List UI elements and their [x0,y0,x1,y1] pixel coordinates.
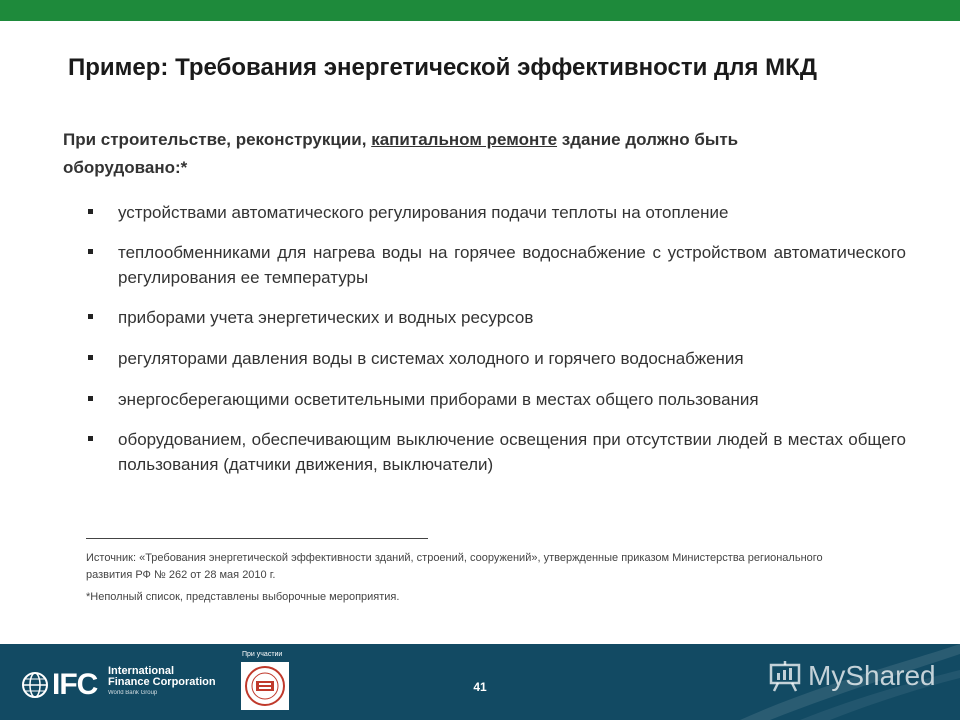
incomplete-list-note: *Неполный список, представлены выборочные мероприятия. [86,591,400,603]
ifc-logo [22,668,97,702]
intro-part2: здание должно быть оборудовано:* [63,130,739,177]
list-item [88,200,906,225]
globe-icon [22,672,48,698]
footnote-divider [86,538,428,539]
bullet-square-icon [88,436,93,441]
bullet-square-icon [88,314,93,319]
ifc-letters: IFC [52,668,98,701]
list-item [88,305,906,330]
partner-logo [241,662,289,710]
presentation-board-icon [768,659,802,693]
list-item-text: энергосберегающими осветительными приборами в местах общего пользования [118,390,759,409]
list-item-text: оборудованием, обеспечивающим выключение освещения при отсутствии людей в местах общего пользования (датчики движения, выключатели) [118,430,906,474]
intro-part1: При строительстве, реконструкции, [63,130,372,149]
bullet-square-icon [88,209,93,214]
list-item [88,346,906,371]
intro-underlined: капитальном ремонте [371,130,558,149]
ifc-name [108,666,216,698]
ifc-line2: Finance Corporation [108,676,216,688]
list-item [88,427,906,477]
page-number: 41 [473,680,487,694]
watermark [768,656,936,696]
ifc-line1: International [108,665,175,677]
slide-title: Пример: Требования энергетической эффективности для МКД [68,54,817,81]
bullet-square-icon [88,396,93,401]
watermark-text: MyShared [808,660,936,691]
list-item [88,240,906,290]
source-footnote: Источник: «Требования энергетической эффективности зданий, строений, сооружений», утвержденные приказом Министерства регионального развития РФ № 262 от 28 мая 2010 г. [86,552,823,581]
association-seal-icon [241,662,289,710]
bullet-square-icon [88,249,93,254]
list-item-text: регуляторами давления воды в системах холодного и горячего водоснабжения [118,349,744,368]
list-item-text: приборами учета энергетических и водных ресурсов [118,308,534,327]
ifc-line3: World Bank Group [108,690,158,696]
bullet-square-icon [88,355,93,360]
list-item-text: устройствами автоматического регулирования подачи теплоты на отопление [118,203,729,222]
top-accent-bar [0,0,960,21]
list-item [88,387,906,412]
requirements-list [88,200,906,477]
list-item-text: теплообменниками для нагрева воды на горячее водоснабжение с устройством автоматического регулирования ее температуры [118,243,906,287]
footer-bar [0,644,960,720]
partner-label: При участии [242,651,283,658]
intro-text [63,126,863,182]
